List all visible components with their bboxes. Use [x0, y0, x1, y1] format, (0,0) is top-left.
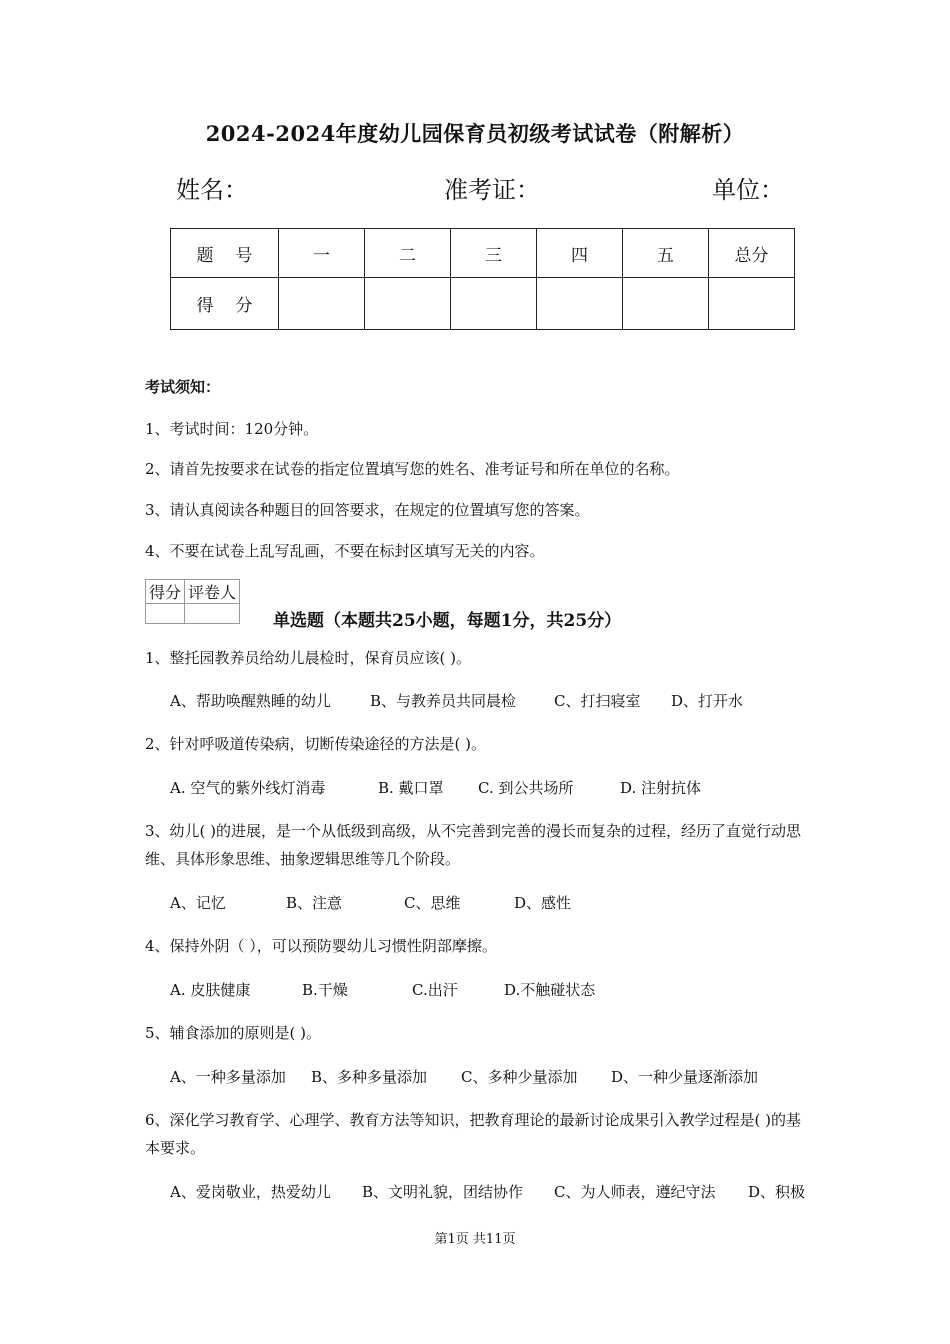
grader-table — [145, 579, 240, 624]
option: A、一种多量添加 — [170, 1068, 286, 1086]
question-options — [170, 777, 701, 798]
question-options — [170, 892, 571, 913]
grader-name-label: 评卷人 — [185, 580, 240, 604]
name-field-label: 姓名： — [176, 176, 248, 204]
option: D.不触碰状态 — [504, 981, 596, 999]
question-stem: 3、幼儿( )的进展，是一个从低级到高级，从不完善到完善的漫长而复杂的过程，经历了直觉行动思维、具体形象思维、抽象逻辑思维等几个阶段。 — [145, 822, 802, 868]
score-cell — [537, 278, 623, 330]
section-title: 单选题（本题共25小题，每题1分，共25分） — [273, 611, 622, 631]
score-table-header: 总分 — [709, 229, 795, 278]
option: C、多种少量添加 — [461, 1068, 578, 1086]
option: A、记忆 — [170, 894, 226, 912]
option: C、打扫寝室 — [554, 692, 641, 710]
option: D、积极 — [748, 1183, 806, 1201]
option: A、帮助唤醒熟睡的幼儿 — [170, 692, 331, 710]
score-table-header: 五 — [623, 229, 709, 278]
question-options — [170, 690, 743, 711]
score-table — [170, 228, 795, 330]
question-stem: 4、保持外阴（ ），可以预防婴幼儿习惯性阴部摩擦。 — [145, 937, 497, 955]
score-table-header: 四 — [537, 229, 623, 278]
option: B.干燥 — [302, 981, 348, 999]
option: A、爱岗敬业，热爱幼儿 — [170, 1183, 331, 1201]
score-table-header: 一 — [279, 229, 365, 278]
question-options — [170, 1066, 758, 1087]
option: C.出汗 — [412, 981, 458, 999]
score-cell — [709, 278, 795, 330]
option: B、多种多量添加 — [311, 1068, 428, 1086]
option: D. 注射抗体 — [620, 779, 702, 797]
score-cell — [365, 278, 451, 330]
unit-field-label: 单位： — [712, 176, 784, 204]
option: C. 到公共场所 — [478, 779, 574, 797]
option: D、打开水 — [671, 692, 744, 710]
question-options — [170, 979, 595, 1000]
question-stem: 5、辅食添加的原则是( )。 — [145, 1024, 322, 1042]
notice-item: 3、请认真阅读各种题目的回答要求，在规定的位置填写您的答案。 — [145, 501, 590, 519]
option: A. 空气的紫外线灯消毒 — [170, 779, 326, 797]
notice-item: 4、不要在试卷上乱写乱画，不要在标封区填写无关的内容。 — [145, 542, 545, 560]
option: B、与教养员共同晨检 — [370, 692, 517, 710]
score-table-header: 三 — [451, 229, 537, 278]
page-title: 2024-2024年度幼儿园保育员初级考试试卷（附解析） — [205, 121, 745, 146]
question-stem: 6、深化学习教育学、心理学、教育方法等知识，把教育理论的最新讨论成果引入教学过程是( )的基本要求。 — [145, 1111, 802, 1157]
exam-id-field-label: 准考证： — [444, 176, 540, 204]
score-cell — [279, 278, 365, 330]
option: A. 皮肤健康 — [170, 981, 251, 999]
option: C、思维 — [404, 894, 461, 912]
question-stem: 2、针对呼吸道传染病，切断传染途径的方法是( )。 — [145, 735, 487, 753]
question-options — [170, 1181, 805, 1202]
option: B. 戴口罩 — [378, 779, 444, 797]
notice-title: 考试须知： — [145, 378, 221, 396]
option: B、文明礼貌，团结协作 — [362, 1183, 524, 1201]
grader-score-cell — [146, 604, 185, 624]
page-footer: 第1页 共11页 — [434, 1232, 516, 1247]
notice-item: 2、请首先按要求在试卷的指定位置填写您的姓名、准考证号和所在单位的名称。 — [145, 460, 680, 478]
grader-name-cell — [185, 604, 240, 624]
score-cell — [451, 278, 537, 330]
score-table-header: 二 — [365, 229, 451, 278]
score-cell — [623, 278, 709, 330]
option: B、注意 — [286, 894, 343, 912]
score-table-row-label: 得分 — [171, 278, 279, 330]
score-table-row-label: 题号 — [171, 229, 279, 278]
notice-item: 1、考试时间：120分钟。 — [145, 420, 319, 438]
option: D、感性 — [514, 894, 572, 912]
option: C、为人师表，遵纪守法 — [554, 1183, 716, 1201]
option: D、一种少量逐渐添加 — [611, 1068, 759, 1086]
question-stem: 1、整托园教养员给幼儿晨检时，保育员应该( )。 — [145, 649, 472, 667]
grader-score-label: 得分 — [146, 580, 185, 604]
